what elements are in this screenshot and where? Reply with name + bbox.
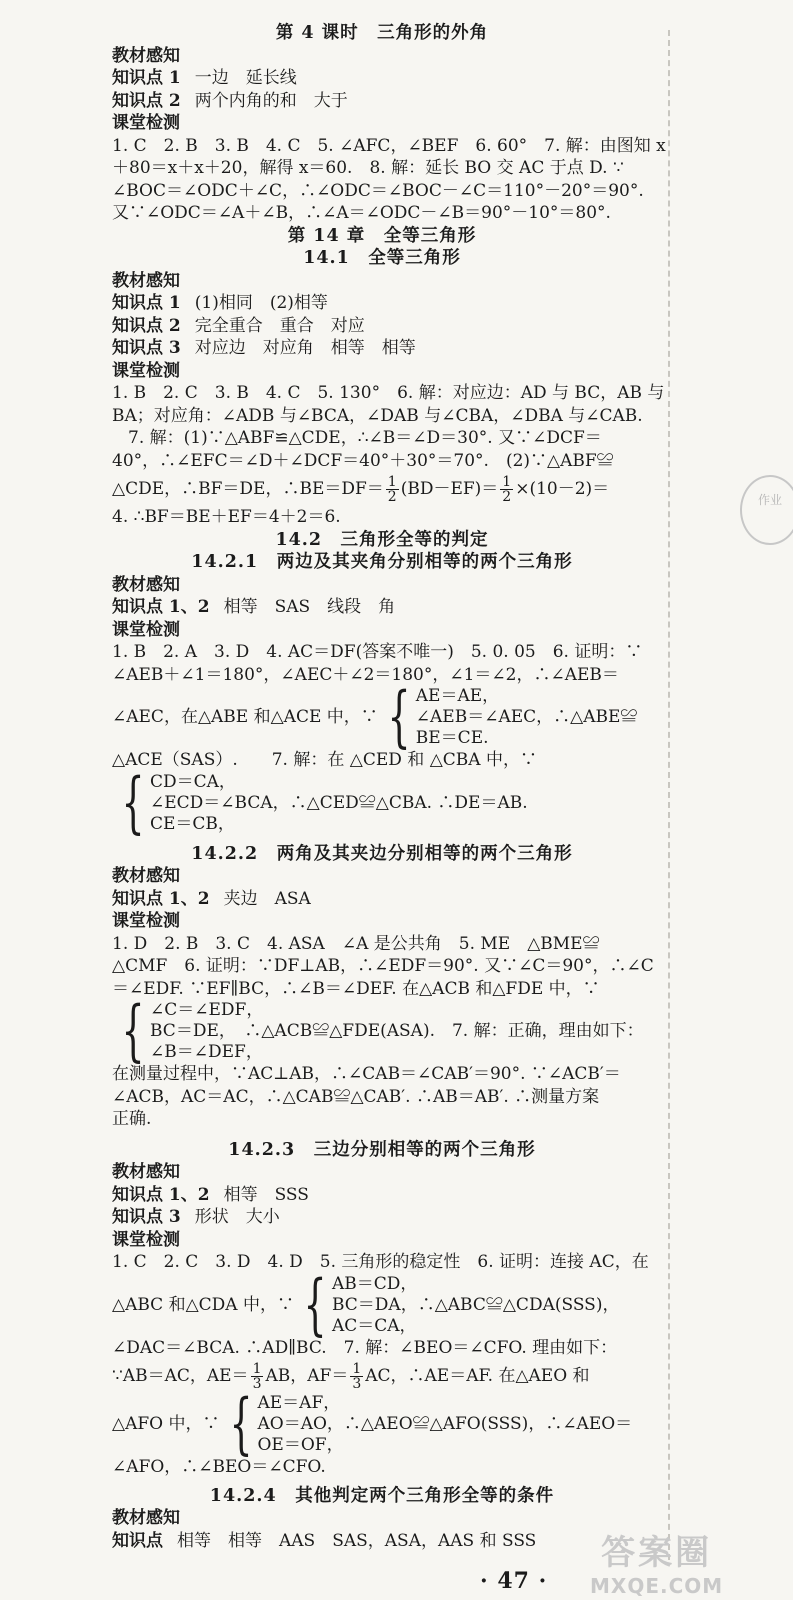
section-heading: 课堂检测 — [112, 911, 180, 931]
answer-line: BA；对应角：∠ADB 与∠BCA，∠DAB 与∠CBA，∠DBA 与∠CAB. — [112, 405, 643, 426]
knowledge-point — [112, 337, 652, 360]
answer-line: 1. B 2. A 3. D 4. AC＝DF(答案不唯一) 5. 0. 05 6. 证明：∵ — [112, 642, 643, 662]
page-number: · 47 · — [480, 1568, 548, 1594]
lesson-title: 14.2 三角形全等的判定 — [275, 529, 489, 550]
section-heading: 教材感知 — [112, 1508, 180, 1528]
answer-line: 4. ∴BF＝BE＋EF＝4＋2＝6. — [112, 507, 341, 527]
knowledge-point — [112, 888, 652, 911]
section-heading: 教材感知 — [112, 574, 180, 595]
watermark-url: MXQE.COM — [590, 1574, 724, 1598]
knowledge-point — [112, 292, 652, 315]
subsection-title: 14.2.2 两角及其夹边分别相等的两个三角形 — [191, 843, 573, 864]
kp-answer: 相等 SSS — [223, 1184, 309, 1205]
answer-text: AB，AF＝ — [265, 1366, 349, 1386]
answer-text: △ABC 和△CDA 中，∵ — [112, 1294, 294, 1315]
answer-line: ∠BOC＝∠ODC＋∠C，∴∠ODC＝∠BOC－∠C＝110°－20°＝90°. — [112, 180, 644, 201]
answer-text: ∵AB＝AC，AE＝ — [112, 1366, 249, 1386]
fraction-one-third: $\frac{1}{3}$ — [352, 1361, 362, 1392]
kp-answer: 完全重合 重合 对应 — [194, 315, 365, 336]
kp-label: 知识点 1 — [112, 68, 181, 88]
left-brace: { — [303, 1265, 327, 1343]
answer-line: 在测量过程中，∵AC⊥AB，∴∠CAB＝∠CAB′＝90°. ∵∠ACB′＝ — [112, 1064, 621, 1084]
subsection-title: 14.2.3 三边分别相等的两个三角形 — [228, 1139, 536, 1160]
answer-line: 1. D 2. B 3. C 4. ASA ∠A 是公共角 5. ME △BME≌ — [112, 933, 600, 954]
answer-text: △CDE，∴BF＝DE，∴BE＝DF＝ — [112, 479, 384, 499]
chapter-title: 第 14 章 全等三角形 — [287, 225, 477, 246]
kp-answer: (1)相同 (2)相等 — [194, 293, 328, 313]
answer-line: 正确. — [112, 1109, 152, 1129]
fraction-one-half: $\frac{1}{2}$ — [502, 474, 512, 505]
section-heading: 课堂检测 — [112, 113, 180, 133]
section-heading: 教材感知 — [112, 270, 180, 291]
kp-answer: 对应边 对应角 相等 相等 — [194, 338, 416, 358]
equation-system: ∠C＝∠EDF， BC＝DE， ∴△ACB≌△FDE(ASA). 7. 解：正确，理由如下： ∠B＝∠DEF， — [150, 1000, 644, 1062]
equation-system: AE＝AF， AO＝AO，∴△AEO≌△AFO(SSS)，∴∠AEO＝ OE＝OF， — [257, 1393, 633, 1455]
watermark-logo — [590, 1525, 723, 1598]
answer-text: △AFO 中，∵ — [112, 1414, 220, 1435]
knowledge-point — [112, 596, 652, 619]
left-brace: { — [387, 678, 411, 755]
watermark-text: 答案圈 — [601, 1533, 713, 1573]
answer-line: 1. C 2. B 3. B 4. C 5. ∠AFC，∠BEF 6. 60° 7. 解：由图知 x — [112, 135, 666, 156]
kp-answer: 形状 大小 — [194, 1207, 280, 1227]
answer-line: △ACE（SAS）. 7. 解：在 △CED 和 △CBA 中，∵ — [112, 750, 537, 770]
fraction-one-half: $\frac{1}{2}$ — [387, 474, 397, 505]
kp-answer: 相等 SAS 线段 角 — [223, 597, 396, 617]
fraction-one-third: $\frac{1}{3}$ — [252, 1361, 262, 1392]
left-brace: { — [121, 992, 145, 1069]
knowledge-point — [112, 315, 652, 338]
equation-system-row — [112, 992, 652, 1069]
kp-answer: 两个内角的和 大于 — [194, 90, 348, 111]
answer-line-with-fraction — [112, 1359, 652, 1393]
answer-line: △CMF 6. 证明：∵DF⊥AB，∴∠EDF＝90°. 又∵∠C＝90°，∴∠C — [112, 956, 654, 976]
equation-system-row — [112, 1385, 652, 1462]
equation-system: AE＝AE， ∠AEB＝∠AEC，∴△ABE≌ BE＝CE. — [415, 686, 638, 748]
equation-system-row — [112, 1265, 652, 1343]
lesson-title: 第 4 课时 三角形的外角 — [275, 23, 489, 43]
page-fold-line — [668, 30, 670, 1560]
equation-system-row — [112, 678, 652, 755]
answer-line: ∠ACB，AC＝AC，∴△CAB≌△CAB′. ∴AB＝AB′. ∴测量方案 — [112, 1086, 600, 1107]
answer-text: (BD－EF)＝ — [400, 479, 499, 499]
kp-label: 知识点 — [112, 1530, 163, 1551]
kp-answer: 夹边 ASA — [223, 888, 311, 909]
answer-line: 40°，∴∠EFC＝∠D＋∠DCF＝40°＋30°＝70°. (2)∵△ABF≌ — [112, 450, 614, 471]
left-brace: { — [121, 763, 145, 841]
section-heading: 教材感知 — [112, 1162, 180, 1182]
kp-label: 知识点 1、2 — [112, 888, 210, 909]
equation-system-row — [112, 763, 652, 841]
lesson-title: 14.1 全等三角形 — [303, 248, 461, 268]
answer-text: AC，∴AE＝AF. 在△AEO 和 — [365, 1366, 590, 1386]
answer-line: ＋80＝x＋x＋20，解得 x＝60. 8. 解：延长 BO 交 AC 于点 D. ∵ — [112, 158, 624, 178]
answer-page — [112, 22, 666, 1552]
answer-line: ∠AFO，∴∠BEO＝∠CFO. — [112, 1457, 326, 1477]
homework-stamp: 作业 — [740, 475, 793, 545]
kp-label: 知识点 3 — [112, 1207, 181, 1227]
answer-line: 7. 解：(1)∵△ABF≌△CDE，∴∠B＝∠D＝30°. 又∵∠DCF＝ — [128, 428, 602, 448]
knowledge-point — [112, 67, 652, 90]
section-heading: 课堂检测 — [112, 1229, 180, 1250]
subsection-title: 14.2.1 两边及其夹角分别相等的两个三角形 — [191, 552, 573, 572]
left-brace: { — [228, 1385, 253, 1462]
subsection-title: 14.2.4 其他判定两个三角形全等的条件 — [209, 1485, 555, 1506]
knowledge-point — [112, 1530, 652, 1553]
answer-text: ∠AEC，在△ABE 和△ACE 中，∵ — [112, 707, 378, 728]
kp-label: 知识点 2 — [112, 90, 181, 111]
answer-line: ∠DAC＝∠BCA. ∴AD∥BC. 7. 解：∠BEO＝∠CFO. 理由如下： — [112, 1337, 618, 1358]
kp-label: 知识点 1、2 — [112, 597, 210, 617]
kp-label: 知识点 2 — [112, 315, 181, 336]
section-heading: 教材感知 — [112, 45, 180, 66]
knowledge-point — [112, 1184, 652, 1207]
kp-label: 知识点 1、2 — [112, 1184, 210, 1205]
answer-line: 1. C 2. C 3. D 4. D 5. 三角形的稳定性 6. 证明：连接 AC，在 — [112, 1252, 649, 1272]
answer-line: 又∵∠ODC＝∠A＋∠B，∴∠A＝∠ODC－∠B＝90°－10°＝80°. — [112, 203, 611, 223]
kp-answer: 一边 延长线 — [194, 68, 297, 88]
section-heading: 课堂检测 — [112, 619, 180, 640]
answer-text: ×(10－2)＝ — [515, 479, 610, 499]
kp-label: 知识点 1 — [112, 293, 181, 313]
equation-system: CD＝CA， ∠ECD＝∠BCA，∴△CED≌△CBA. ∴DE＝AB. CE＝CB， — [150, 771, 528, 834]
kp-answer: 相等 相等 AAS SAS，ASA，AAS 和 SSS — [177, 1530, 537, 1551]
knowledge-point — [112, 90, 652, 113]
section-heading: 课堂检测 — [112, 360, 180, 381]
answer-line-with-fraction — [112, 472, 652, 506]
equation-system: AB＝CD， BC＝DA，∴△ABC≌△CDA(SSS)， AC＝CA， — [331, 1273, 620, 1336]
answer-line: ＝∠EDF. ∵EF∥BC，∴∠B＝∠DEF. 在△ACB 和△FDE 中，∵ — [112, 978, 600, 999]
knowledge-point — [112, 1206, 652, 1229]
section-heading: 教材感知 — [112, 866, 180, 886]
answer-line: 1. B 2. C 3. B 4. C 5. 130° 6. 解：对应边：AD 与 BC，AB 与 — [112, 383, 665, 403]
kp-label: 知识点 3 — [112, 338, 181, 358]
answer-line: ∠AEB＋∠1＝180°，∠AEC＋∠2＝180°，∠1＝∠2，∴∠AEB＝ — [112, 664, 619, 685]
